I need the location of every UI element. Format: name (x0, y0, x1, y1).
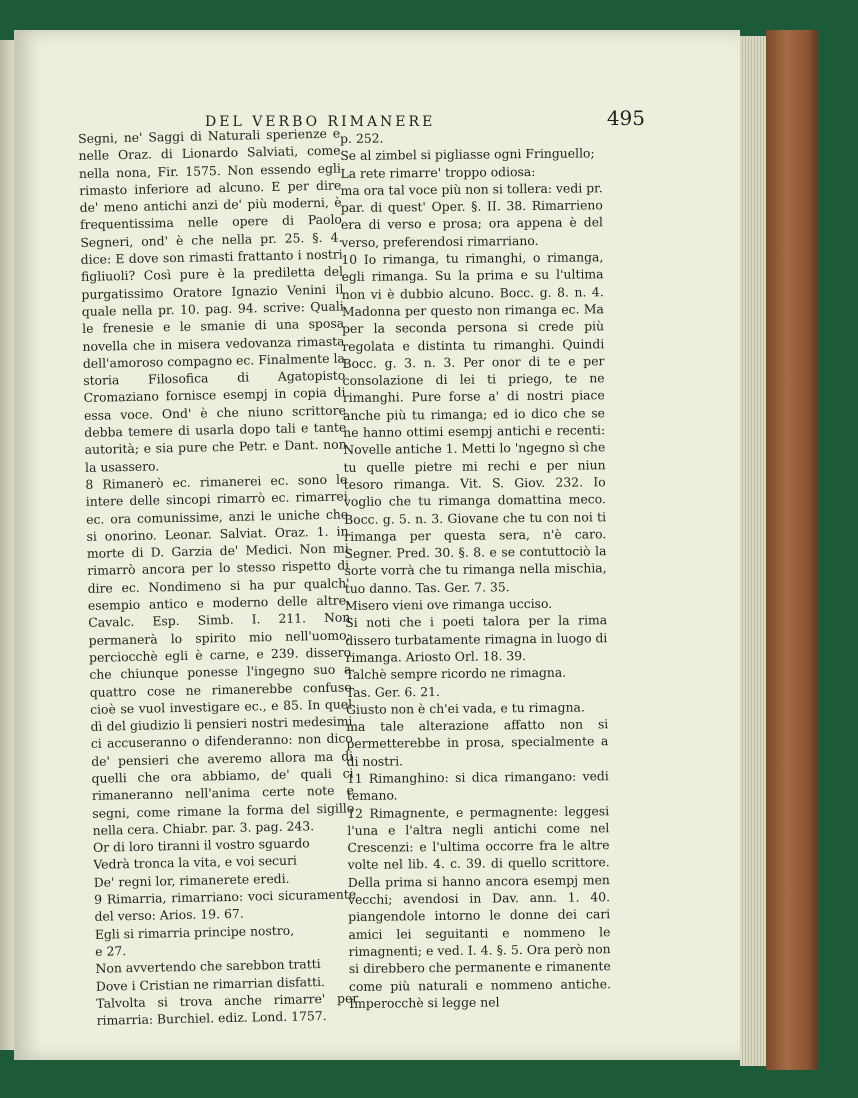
left-column-text: Segni, ne' Saggi di Naturali sperienze e nelle Oraz. di Lionardo Salviati, come nella nona, Fir. 1575. Non essendo egli rimasto inferiore ad alcuno. E per dire de' meno antichi anzi de' più moderni, è frequentissima nelle opere di Paolo Segneri, ond' è che nella pr. 25. §. 4. dice: E dove son rimasti frattanto i nostri figliuoli? Così pure è la prediletta del purgatissimo Oratore Ignazio Venini il quale nella pr. 10. pag. 94. scrive: Quali le frenesie e le smanie di una sposa novella che in misera vedovanza rimasta dell'amoroso compagno ec. Finalmente la storia Filosofica di Agatopisto Cromaziano fornisce esempj in copia di essa voce. Ond' è che niuno scrittore debba temere di usarla dopo tali e tante autorità; e sia pure che Petr. e Dant. non la usassero. 8 Rimanerò ec. rimanerei ec. sono le intere delle sincopi rimarrò ec. rimarrei ec. ora comunissime, anzi le uniche che si onorino. Leonar. Salviat. Oraz. 1. in morte di D. Garzia de' Medici. Non mi rimarrò ancora per lo stesso rispetto di dire ec. Nondimeno si ha pur qualch' esempio antico e moderno delle altre. Cavalc. Esp. Simb. I. 211. Non permanerà lo spirito mio nell'uomo; perciocchè egli è carne, e 239. dissero che chiunque ponesse l'ingegno suo a quattro cose ne rimanerebbe confuso cioè se vuol investigare ec., e 85. In quel dì del giudizio li pensieri nostri medesimi ci accuseranno o difenderanno: non dico de' pensieri che averemo allora ma di quelli che ora abbiamo, de' quali ci rimaneranno nell'anima certe note e segni, come rimane la forma del sigillo nella cera. Chiabr. par. 3. pag. 243. Or di loro tiranni il vostro sguardo Vedrà tronca la vita, e voi securi De' regni lor, rimanerete eredi. 9 Rimarria, rimarriano: voci sicuramente del verso: Arios. 19. 67. Egli si rimarria principe nostro, e 27. Non avvertendo che sarebbon tratti Dove i Cristian ne rimarrian disfatti. Talvolta si trova anche rimarre' per rimarria: Burchiel. ediz. Lond. 1757. (78, 125, 359, 1028)
left-column (78, 125, 359, 1030)
right-column-text: p. 252. Se al zimbel si pigliasse ogni Fringuello; La rete rimarre' troppo odiosa: ma ora tal voce più non si tollera: vedi pr. par. di quest' Oper. §. II. 38. Rimarrieno era di verso e prosa; ora appena è del verso, preferendosi rimarriano. 10 Io rimanga, tu rimanghi, o rimanga, egli rimanga. Su la prima e su l'ultima non vi è dubbio alcuno. Bocc. g. 8. n. 4. Madonna per questo non rimanga ec. Ma per la seconda persona si crede più regolata e distinta tu rimanghi. Quindi Bocc. g. 3. n. 3. Per onor di te e per consolazione di lei ti priego, te ne rimanghi. Pure forse a' di nostri piace anche più tu rimanga; ed io dico che se ne hanno ottimi esempj antichi e recenti: Novelle antiche 1. Metti lo 'ngegno sì che tu quelle pietre mi rechi e per niun tesoro rimanga. Vit. S. Giov. 232. Io voglio che tu rimanga domattina meco. Bocc. g. 5. n. 3. Giovane che tu con noi ti rimanga per questa sera, n'è caro. Segner. Pred. 30. §. 8. e se contuttociò la sorte vorrà che tu rimanga nella mischia, tuo danno. Tas. Ger. 7. 35. Misero vieni ove rimanga ucciso. Si noti che i poeti talora per la rima dissero turbatamente rimagna in luogo di rimanga. Ariosto Orl. 18. 39. Talchè sempre ricordo ne rimagna. Tas. Ger. 6. 21. Giusto non è ch'ei vada, e tu rimagna. ma tale alterazione affatto non si permetterebbe in prosa, specialmente a di nostri. 11 Rimanghino: si dica rimangano: vedi temano. 12 Rimagnente, e permagnente: leggesi l'una e l'altra negli antichi come nel Crescenzi: e l'ultima occorre fra le altre volte nel lib. 4. c. 39. di quello scrittore. Della prima si hanno ancora esempj men vecchi; avendosi in Dav. ann. 1. 40. piangendole intorno le donne dei cari amici lei seguitanti e nommeno le rimagnenti; e ved. I. 4. §. 5. Ora però non si direbbero che permanente e rimanente come più naturali e nommeno antiche. Imperocchè si legge nel (340, 130, 612, 1011)
left-page-edge (0, 40, 14, 1050)
page-stack-edge (740, 36, 766, 1066)
running-head-title: DEL VERBO RIMANERE (205, 114, 436, 130)
right-column (340, 127, 611, 1012)
page-number: 495 (606, 106, 645, 130)
book-cover (766, 30, 818, 1070)
